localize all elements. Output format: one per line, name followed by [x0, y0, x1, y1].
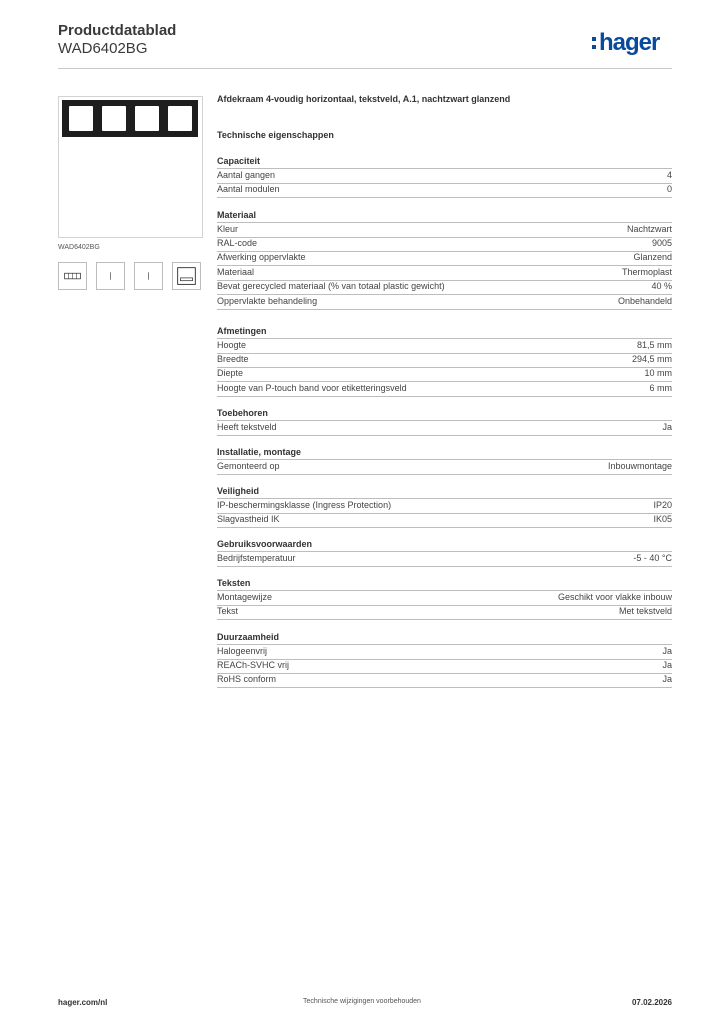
property-row [217, 353, 672, 368]
property-row [217, 367, 672, 382]
property-value: Geschikt voor vlakke inbouw [557, 592, 672, 602]
property-value: IK05 [653, 513, 672, 524]
thumbnail-label-field[interactable] [172, 262, 201, 290]
property-label: Oppervlakte behandeling [217, 296, 318, 306]
property-label: RoHS conform [217, 674, 277, 685]
group-title: Materiaal [217, 210, 257, 220]
property-label: Halogeenvrij [217, 646, 268, 656]
property-label: Materiaal [217, 266, 255, 277]
frame-4-gang-illustration [62, 100, 198, 137]
group-title: Duurzaamheid [217, 632, 280, 642]
hager-logo [592, 30, 677, 60]
property-row [217, 280, 672, 295]
header-divider [58, 68, 672, 69]
property-row [217, 295, 672, 310]
thumbnail-side-view[interactable] [96, 262, 125, 290]
product-code: WAD6402BG [58, 40, 148, 57]
image-caption: WAD6402BG [58, 244, 100, 251]
property-label: Hoogte van P-touch band voor etiketteringsveld [217, 382, 407, 393]
property-row [217, 459, 672, 475]
frame-opening [102, 106, 126, 131]
property-value: 9005 [651, 237, 672, 248]
property-value: Onbehandeld [617, 296, 672, 306]
footer-website[interactable]: hager.com/nl [58, 998, 108, 1007]
property-value: Glanzend [633, 252, 672, 263]
property-row [217, 420, 672, 436]
frame-opening [69, 106, 93, 131]
property-value: Ja [662, 646, 672, 656]
group-title: Teksten [217, 578, 251, 588]
group-title: Veiligheid [217, 486, 260, 496]
property-label: Kleur [217, 224, 239, 234]
property-value: Ja [662, 674, 672, 685]
property-value: 6 mm [649, 382, 672, 393]
property-value: Inbouwmontage [607, 461, 672, 471]
property-value: 81,5 mm [636, 340, 672, 350]
property-value: Ja [662, 659, 672, 670]
product-description: Afdekraam 4-voudig horizontaal, tekstveld, A.1, nachtzwart glanzend [217, 94, 511, 104]
thumbnail-section-view[interactable] [134, 262, 163, 290]
group-title: Installatie, montage [217, 447, 302, 457]
label-field-icon [173, 263, 200, 289]
property-value: Ja [662, 422, 672, 432]
frame-opening [135, 106, 159, 131]
property-label: Breedte [217, 353, 249, 364]
property-value: 10 mm [644, 368, 672, 379]
property-row [217, 551, 672, 567]
property-label: Tekst [217, 605, 239, 616]
property-value: 294,5 mm [631, 353, 672, 364]
property-label: IP-beschermingsklasse (Ingress Protection) [217, 500, 392, 510]
group-title: Capaciteit [217, 156, 261, 166]
logo-wordmark: hager [599, 29, 660, 56]
property-label: Heeft tekstveld [217, 422, 277, 432]
property-row [217, 659, 672, 674]
frame-opening [168, 106, 192, 131]
footer-notice: Technische wijzigingen voorbehouden [303, 998, 421, 1005]
property-label: Hoogte [217, 340, 247, 350]
property-row [217, 266, 672, 281]
property-value: Thermoplast [621, 266, 672, 277]
property-label: Bevat gerecycled materiaal (% van totaal plastic gewicht) [217, 281, 445, 292]
property-value: 40 % [651, 281, 672, 292]
section-heading: Technische eigenschappen [217, 130, 334, 140]
property-row [217, 644, 672, 660]
property-value: Met tekstveld [618, 605, 672, 616]
document-title: Productdatablad [58, 22, 177, 39]
property-row [217, 382, 672, 397]
group-title: Afmetingen [217, 326, 267, 336]
frame-4-gang-icon [59, 263, 86, 289]
dimension-line-icon [135, 263, 162, 289]
property-row [217, 222, 672, 238]
property-label: RAL-code [217, 237, 258, 248]
property-value: Nachtzwart [626, 224, 672, 234]
dimension-line-icon [97, 263, 124, 289]
property-row [217, 605, 672, 620]
property-value: 0 [666, 183, 672, 194]
logo-dots-icon [592, 37, 598, 53]
property-label: Bedrijfstemperatuur [217, 553, 296, 563]
property-label: Slagvastheid IK [217, 513, 280, 524]
property-row [217, 338, 672, 354]
property-row [217, 183, 672, 198]
thumbnail-frame-4-gang[interactable] [58, 262, 87, 290]
property-label: Diepte [217, 368, 244, 379]
property-value: IP20 [653, 500, 672, 510]
property-row [217, 498, 672, 514]
property-value: -5 - 40 °C [633, 553, 672, 563]
property-label: Gemonteerd op [217, 461, 280, 471]
property-row [217, 251, 672, 266]
property-value: 4 [666, 170, 672, 180]
property-label: Afwerking oppervlakte [217, 252, 306, 263]
property-label: Aantal modulen [217, 183, 280, 194]
footer-date: 07.02.2026 [631, 998, 672, 1007]
group-title: Toebehoren [217, 408, 268, 418]
property-label: Aantal gangen [217, 170, 276, 180]
group-title: Gebruiksvoorwaarden [217, 539, 313, 549]
property-label: Montagewijze [217, 592, 273, 602]
property-label: REACh-SVHC vrij [217, 659, 290, 670]
property-row [217, 237, 672, 252]
property-row [217, 673, 672, 688]
product-image [58, 96, 203, 238]
property-row [217, 513, 672, 528]
property-row [217, 590, 672, 606]
property-row [217, 168, 672, 184]
